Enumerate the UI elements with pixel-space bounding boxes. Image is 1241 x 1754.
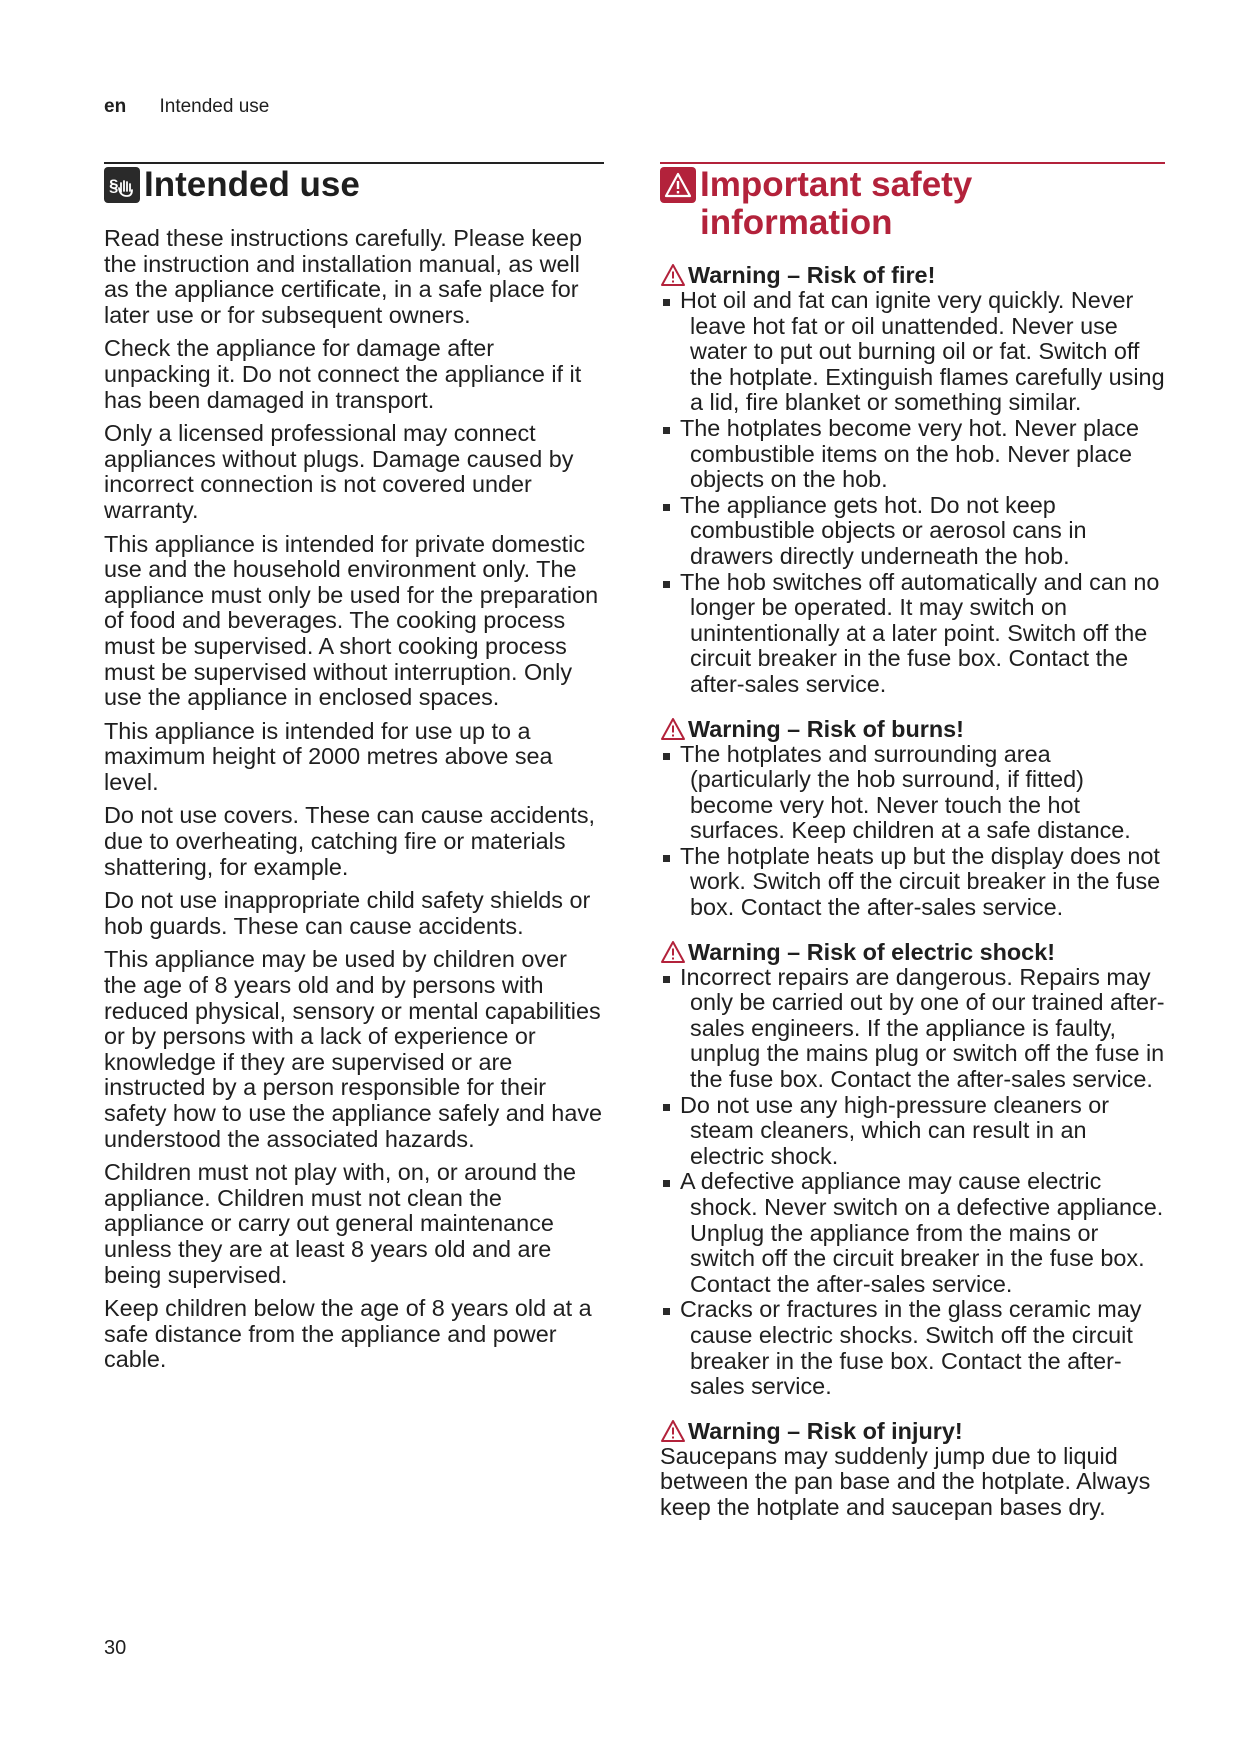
- injury-warning-text: Warning – Risk of injury!: [688, 1417, 963, 1444]
- paragraph: This appliance is intended for private domestic use and the household environment only. The appliance must only be used for the preparation of food and beverages. The cooking process must be supervised. A short cooking process must be supervised without interruption. Only use the appliance in enclosed spaces.: [104, 530, 599, 711]
- burns-warning-heading: [660, 716, 1165, 742]
- list-item: Cracks or fractures in the glass ceramic may cause electric shocks. Switch off the circuit breaker in the fuse box. Contact the after-sales service.: [660, 1297, 1165, 1399]
- list-item: Incorrect repairs are dangerous. Repairs may only be carried out by one of our trained after-sales engineers. If the appliance is faulty, unplug the mains plug or switch off the fuse in the fuse box. Contact the after-sales service.: [660, 965, 1165, 1093]
- fire-warning-heading: [660, 262, 1165, 288]
- safety-column: [660, 162, 1165, 1521]
- fire-warning-text: Warning – Risk of fire!: [688, 262, 936, 288]
- safety-title-line2: information: [700, 203, 893, 242]
- warning-triangle-icon: [660, 717, 686, 741]
- svg-text:§: §: [109, 176, 119, 195]
- list-item: Do not use any high-pressure cleaners or steam cleaners, which can result in an electric shock.: [660, 1093, 1165, 1170]
- paragraph: This appliance may be used by children over the age of 8 years old and by persons with reduced physical, sensory or mental capabilities or by persons with a lack of experience or knowledge if they are supervised or are instructed by a person responsible for their safety how to use the appliance safely and have understood the associated hazards.: [104, 946, 603, 1152]
- warning-triangle-icon: [660, 940, 686, 964]
- paragraph: Do not use inappropriate child safety shields or hob guards. These can cause accidents.: [104, 887, 591, 939]
- injury-warning-body: Saucepans may suddenly jump due to liquid between the pan base and the hotplate. Always keep the hotplate and saucepan bases dry.: [660, 1442, 1151, 1520]
- intended-use-title: Intended use: [144, 165, 360, 204]
- section-hand-icon: [104, 167, 140, 203]
- safety-title: [700, 166, 972, 242]
- paragraph: Do not use covers. These can cause accidents, due to overheating, catching fire or materials shattering, for example.: [104, 802, 596, 880]
- paragraph: Only a licensed professional may connect appliances without plugs. Damage caused by incorrect connection is not covered under warranty.: [104, 420, 574, 523]
- shock-warning-list: [660, 965, 1165, 1400]
- safety-title-line1: Important safety: [700, 165, 973, 204]
- list-item: Hot oil and fat can ignite very quickly. Never leave hot fat or oil unattended. Never use water to put out burning oil or fat. Switch off the hotplate. Extinguish flames carefully using a lid, fire blanket or something similar.: [660, 288, 1165, 416]
- paragraph: Children must not play with, on, or around the appliance. Children must not clean the appliance or carry out general maintenance unless they are at least 8 years old and are being supervised.: [104, 1159, 576, 1288]
- paragraph: This appliance is intended for use up to a maximum height of 2000 metres above sea level.: [104, 717, 553, 795]
- page-number: 30: [104, 1637, 127, 1659]
- paragraph: Read these instructions carefully. Please keep the instruction and installation manual, as well as the appliance certificate, in a safe place for later use or for subsequent owners.: [104, 225, 583, 328]
- paragraph: Keep children below the age of 8 years old at a safe distance from the appliance and power cable.: [104, 1295, 592, 1373]
- list-item: The hotplates become very hot. Never place combustible items on the hob. Never place objects on the hob.: [660, 416, 1165, 493]
- list-item: A defective appliance may cause electric shock. Never switch on a defective appliance. Unplug the appliance from the mains or switch off the circuit breaker in the fuse box. Contact the after-sales service.: [660, 1169, 1165, 1297]
- list-item: The hob switches off automatically and can no longer be operated. It may switch on unintentionally at a later point. Switch off the circuit breaker in the fuse box. Contact the after-sales service.: [660, 570, 1165, 698]
- burns-warning-text: Warning – Risk of burns!: [688, 715, 964, 742]
- list-item: The appliance gets hot. Do not keep combustible objects or aerosol cans in drawers directly underneath the hob.: [660, 493, 1165, 570]
- safety-heading: [660, 166, 1165, 242]
- header-section: Intended use: [159, 96, 270, 117]
- warning-triangle-icon: [660, 1419, 686, 1443]
- language-code: en: [104, 96, 127, 117]
- intended-use-heading: [104, 166, 604, 204]
- warning-triangle-icon: [660, 263, 686, 287]
- intended-use-column: [104, 162, 604, 1381]
- fire-warning-list: [660, 288, 1165, 698]
- paragraph: Check the appliance for damage after unpacking it. Do not connect the appliance if it has been damaged in transport.: [104, 335, 582, 413]
- injury-warning-heading: [660, 1418, 1165, 1444]
- list-item: The hotplate heats up but the display does not work. Switch off the circuit breaker in the fuse box. Contact the after-sales service.: [660, 844, 1165, 921]
- shock-warning-text: Warning – Risk of electric shock!: [688, 938, 1055, 965]
- list-item: The hotplates and surrounding area (particularly the hob surround, if fitted) become very hot. Never touch the hot surfaces. Keep children at a safe distance.: [660, 742, 1165, 844]
- warning-triangle-icon: [660, 167, 696, 203]
- shock-warning-heading: [660, 939, 1165, 965]
- burns-warning-list: [660, 742, 1165, 921]
- running-header: [104, 96, 269, 118]
